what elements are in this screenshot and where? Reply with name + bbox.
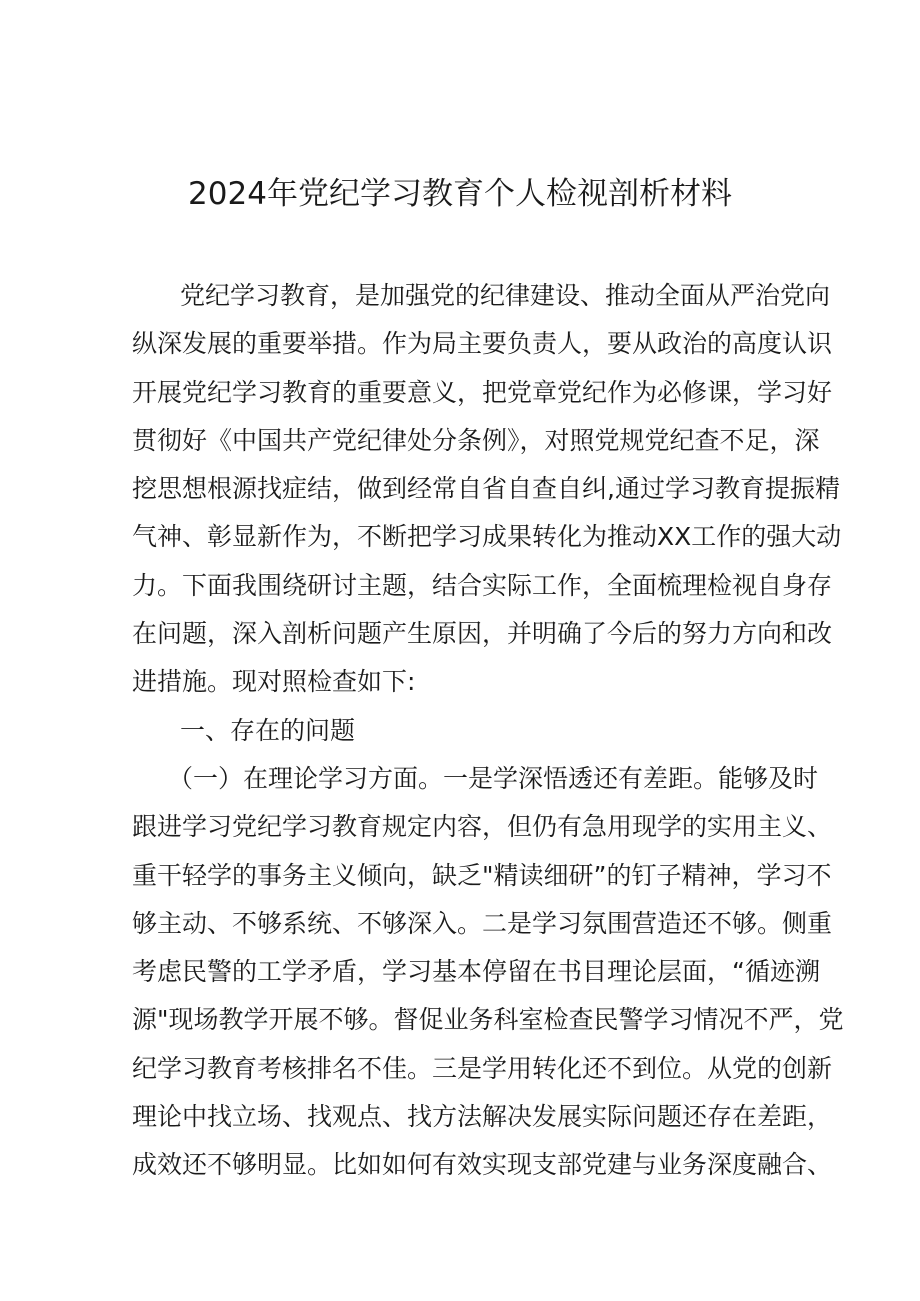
- paragraph-line: 成效还不够明显。比如如何有效实现支部党建与业务深度融合、: [132, 1150, 833, 1180]
- document-body: [132, 272, 844, 1190]
- paragraph-line: 开展党纪学习教育的重要意义，把党章党纪作为必修课，学习好: [132, 377, 833, 407]
- paragraph-line: 理论中找立场、找观点、找方法解决发展实际问题还存在差距，: [132, 1102, 833, 1132]
- paragraph-line: 纵深发展的重要举措。作为局主要负责人，要从政治的高度认识: [132, 329, 833, 359]
- paragraph-line: 纪学习教育考核排名不佳。三是学用转化还不到位。从党的创新: [132, 1053, 833, 1083]
- paragraph-line: 贯彻好《中国共产党纪律处分条例》，对照党规党纪查不足，深: [132, 425, 820, 455]
- paragraph-line: 进措施。现对照检查如下:: [132, 667, 416, 697]
- paragraph-line: 在问题，深入剖析问题产生原因，并明确了今后的努力方向和改: [132, 619, 833, 649]
- paragraph-line: 源"现场教学开展不够。督促业务科室检查民警学习情况不严，党: [132, 1005, 844, 1035]
- paragraph-line: 重干轻学的事务主义倾向，缺乏"精读细研”的钉子精神，学习不: [132, 860, 832, 890]
- paragraph-line: 挖思想根源找症结，做到经常自省自查自纠,通过学习教育提振精: [132, 474, 840, 504]
- paragraph-line: 党纪学习教育，是加强党的纪律建设、推动全面从严治党向: [180, 281, 831, 310]
- paragraph-line: 跟进学习党纪学习教育规定内容，但仍有急用现学的实用主义、: [132, 812, 833, 842]
- paragraph-line: 力。下面我围绕研讨主题，结合实际工作，全面梳理检视自身存: [132, 570, 833, 600]
- paragraph-line: 够主动、不够系统、不够深入。二是学习氛围营造还不够。侧重: [132, 908, 833, 938]
- paragraph-line: 考虑民警的工学矛盾，学习基本停留在书目理论层面，“循迹溯: [132, 957, 820, 987]
- paragraph-line: （一）在理论学习方面。一是学深悟透还有差距。能够及时: [168, 763, 819, 793]
- document-title: 2024年党纪学习教育个人检视剖析材料: [188, 176, 732, 212]
- section-heading: 一、存在的问题: [180, 715, 356, 745]
- paragraph-line: 气神、彰显新作为，不断把学习成果转化为推动XX工作的强大动: [132, 522, 842, 552]
